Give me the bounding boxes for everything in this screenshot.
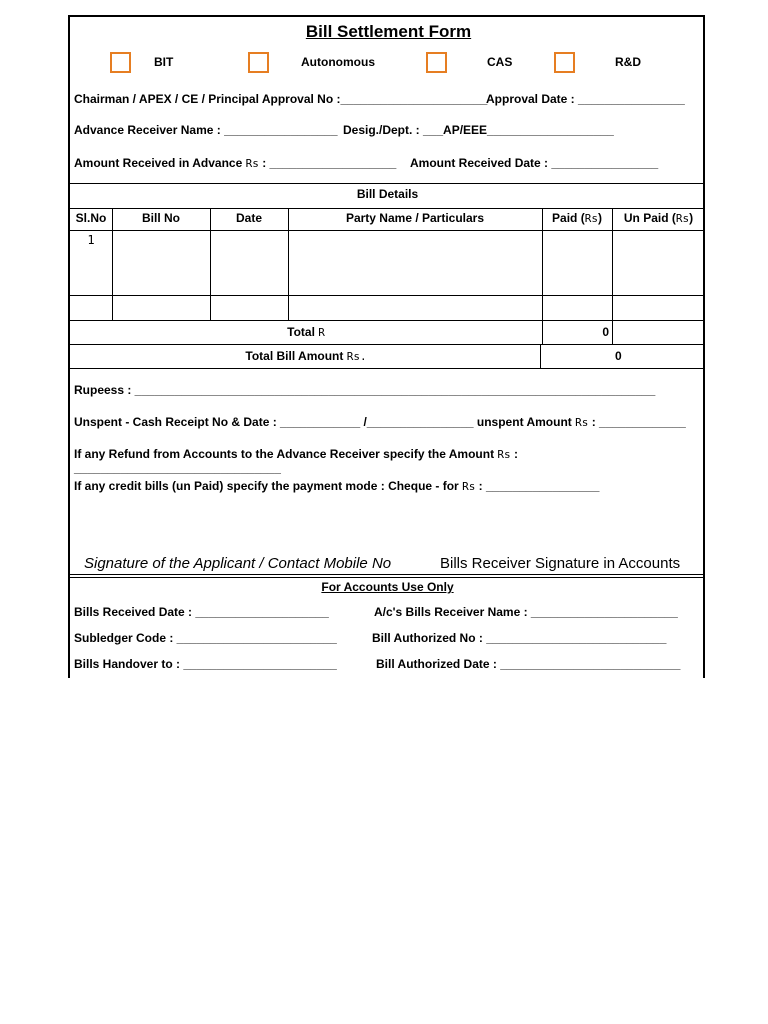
- divider: [70, 208, 705, 209]
- divider: [70, 344, 705, 345]
- approval-date-field[interactable]: Approval Date : ________________: [486, 92, 685, 106]
- divider: [70, 320, 705, 321]
- refund-field[interactable]: [74, 447, 703, 475]
- total-unit: R: [318, 326, 325, 339]
- credit-unit: Rs: [462, 480, 476, 493]
- total-bill-text: Total Bill Amount: [245, 349, 344, 363]
- col-divider: [210, 208, 211, 320]
- checkbox-bit-icon[interactable]: [110, 52, 131, 73]
- col-date: Date: [235, 211, 262, 225]
- unspent-unit: Rs: [575, 416, 589, 429]
- col-divider: [542, 208, 543, 344]
- authorized-date-field[interactable]: Bill Authorized Date : ___________________________: [376, 657, 681, 671]
- unpaid-unit: Rs: [675, 212, 690, 225]
- total-paid-value: 0: [602, 325, 609, 339]
- amount-advance-field[interactable]: [74, 156, 396, 170]
- paid-label: Paid (: [552, 211, 585, 225]
- accounts-heading: For Accounts Use Only: [321, 580, 454, 594]
- option-rnd-label: R&D: [615, 55, 641, 69]
- credit-label: If any credit bills (un Paid) specify the payment mode : Cheque - for: [74, 479, 459, 493]
- divider: [70, 574, 705, 575]
- amount-advance-blank: : ___________________: [258, 156, 397, 170]
- rupees-field[interactable]: Rupeess : ______________________________________________________________________________: [74, 383, 656, 397]
- total-text: Total: [287, 325, 315, 339]
- amount-date-field[interactable]: Amount Received Date : ________________: [410, 156, 659, 170]
- unpaid-close: ): [689, 211, 694, 225]
- col-unpaid: [612, 211, 705, 225]
- total-label: [70, 325, 542, 339]
- unspent-blank: : _____________: [588, 415, 686, 429]
- bill-settlement-form: [68, 15, 705, 678]
- form-title: Bill Settlement Form: [305, 22, 472, 41]
- receiver-name-field[interactable]: A/c's Bills Receiver Name : ______________________: [374, 605, 678, 619]
- total-bill-unit: Rs.: [346, 350, 367, 363]
- col-divider: [288, 208, 289, 320]
- col-divider: [612, 208, 613, 344]
- handover-to-field[interactable]: Bills Handover to : _______________________: [74, 657, 337, 671]
- divider: [70, 230, 705, 231]
- bill-details-heading: Bill Details: [356, 187, 419, 201]
- subledger-code-field[interactable]: Subledger Code : ________________________: [74, 631, 337, 645]
- checkbox-rnd-icon[interactable]: [554, 52, 575, 73]
- receiver-signature-label: Bills Receiver Signature in Accounts: [440, 555, 681, 572]
- bills-received-date-field[interactable]: Bills Received Date : ____________________: [74, 605, 329, 619]
- col-divider: [540, 344, 541, 368]
- paid-unit: Rs: [584, 212, 598, 225]
- desig-dept-field[interactable]: Desig./Dept. : ___AP/EEE___________________: [343, 123, 614, 137]
- applicant-signature-label: Signature of the Applicant / Contact Mobile No: [84, 555, 392, 572]
- approval-no-field[interactable]: Chairman / APEX / CE / Principal Approval No :______________________: [74, 92, 488, 106]
- row1-slno: 1: [87, 233, 95, 247]
- unspent-label: Unspent - Cash Receipt No & Date : ____________ /________________ unspent Amount: [74, 415, 572, 429]
- col-slno: Sl.No: [75, 211, 107, 225]
- divider: [70, 183, 705, 184]
- refund-unit: Rs: [497, 448, 511, 461]
- checkbox-autonomous-icon[interactable]: [248, 52, 269, 73]
- amount-advance-label: Amount Received in Advance: [74, 156, 243, 170]
- authorized-no-field[interactable]: Bill Authorized No : ___________________________: [372, 631, 667, 645]
- rs-unit: Rs: [245, 157, 259, 170]
- credit-field[interactable]: [74, 479, 599, 493]
- option-autonomous-label: Autonomous: [301, 55, 375, 69]
- paid-close: ): [597, 211, 602, 225]
- credit-blank: : _________________: [475, 479, 600, 493]
- advance-receiver-field[interactable]: Advance Receiver Name : _________________: [74, 123, 338, 137]
- checkbox-cas-icon[interactable]: [426, 52, 447, 73]
- divider: [70, 295, 705, 296]
- refund-label: If any Refund from Accounts to the Advance Receiver specify the Amount: [74, 447, 495, 461]
- unpaid-label: Un Paid (: [623, 211, 676, 225]
- col-divider: [112, 208, 113, 320]
- unspent-field[interactable]: [74, 415, 686, 429]
- total-bill-label: [70, 349, 542, 363]
- total-bill-value: 0: [615, 349, 622, 363]
- divider: [70, 368, 705, 369]
- divider: [70, 577, 705, 578]
- col-party: Party Name / Particulars: [345, 211, 485, 225]
- col-paid: [542, 211, 612, 225]
- option-cas-label: CAS: [487, 55, 513, 69]
- option-bit-label: BIT: [154, 55, 174, 69]
- col-billno: Bill No: [142, 211, 180, 225]
- refund-blank: : _______________________________: [74, 447, 519, 475]
